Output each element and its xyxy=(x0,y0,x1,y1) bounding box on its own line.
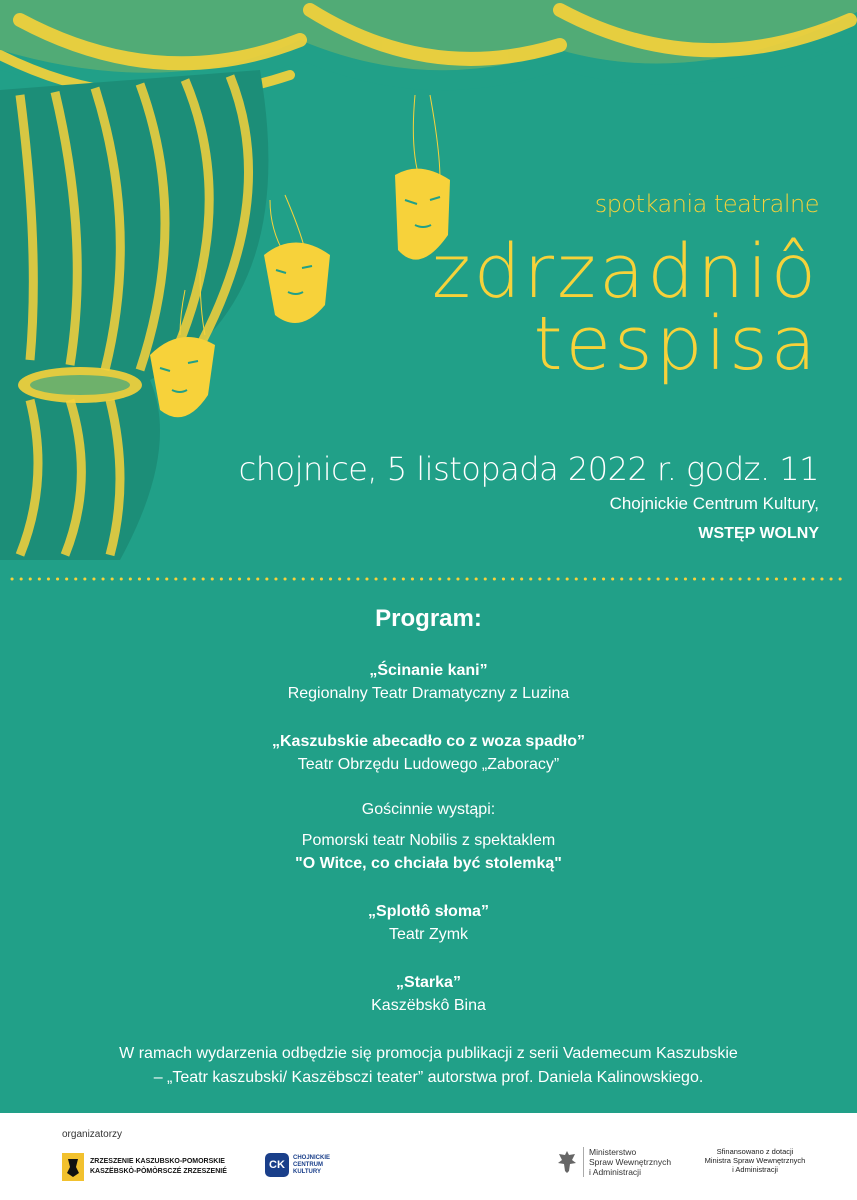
event-subtitle: spotkania teatralne xyxy=(594,190,819,218)
promotion-note-line2: – „Teatr kaszubski/ Kaszëbsczi teater” autorstwa prof. Daniela Kalinowskiego. xyxy=(153,1069,704,1086)
ck-line2: CENTRUM xyxy=(293,1161,323,1168)
footer-logos xyxy=(0,1113,857,1200)
eagle-icon xyxy=(556,1149,578,1175)
program-item xyxy=(0,659,857,705)
guest-title: "O Witce, co chciała być stolemką" xyxy=(295,855,562,872)
guest-performer: Pomorski teatr Nobilis z spektaklem xyxy=(301,832,556,849)
program-item-performer: Teatr Zymk xyxy=(388,926,469,943)
program-item-performer: Kaszëbskô Bina xyxy=(371,997,486,1014)
ck-mark: CK xyxy=(265,1153,289,1177)
program-heading: Program: xyxy=(375,605,482,632)
zkp-name-line2: KASZËBSKÒ-PÒMÒRSCZÉ ZRZESZENIÉ xyxy=(90,1168,227,1175)
event-date: chojnice, 5 listopada 2022 r. godz. 11 xyxy=(238,450,819,488)
program-item-title: „Ścinanie kani” xyxy=(369,662,488,679)
dotted-divider xyxy=(10,577,847,581)
program-item-performer: Teatr Obrzędu Ludowego „Zaboracy” xyxy=(297,756,560,773)
event-title-line1: zdrzadniô xyxy=(431,229,819,315)
promotion-note-line1: W ramach wydarzenia odbędzie się promocja publikacji z serii Vademecum Kaszubskie xyxy=(119,1045,738,1062)
entry-info: WSTĘP WOLNY xyxy=(698,525,819,542)
program-item-title: „Splotłô słoma” xyxy=(368,903,489,920)
guest-item xyxy=(0,829,857,875)
curtain-drape xyxy=(0,70,268,560)
program-section xyxy=(0,605,857,1042)
organizers-label: organizatorzy xyxy=(62,1129,123,1140)
promotion-note xyxy=(0,1042,857,1090)
program-item-title: „Starka” xyxy=(396,974,461,991)
ministry-line3: i Administracji xyxy=(589,1167,641,1177)
ck-line1: CHOJNICKIE xyxy=(293,1154,331,1161)
funding-note xyxy=(700,1147,810,1174)
griffin-icon xyxy=(62,1153,84,1181)
event-title-line2: tespisa xyxy=(533,301,819,387)
zkp-logo xyxy=(62,1153,227,1181)
event-title-block xyxy=(431,190,819,387)
zkp-name-line1: ZRZESZENIE KASZUBSKO-POMORSKIE xyxy=(90,1158,225,1165)
funding-line2: Ministra Spraw Wewnętrznych xyxy=(704,1156,806,1165)
ministry-line1: Ministerstwo xyxy=(589,1147,637,1157)
program-item xyxy=(0,730,857,776)
program-item-title: „Kaszubskie abecadło co z woza spadło” xyxy=(272,733,585,750)
funding-line3: i Administracji xyxy=(732,1165,778,1174)
funding-line1: Sfinansowano z dotacji xyxy=(716,1147,794,1156)
ministry-logo xyxy=(556,1147,671,1177)
event-venue: Chojnickie Centrum Kultury, xyxy=(609,494,819,513)
program-item xyxy=(0,971,857,1017)
guest-note: Gościnnie wystąpi: xyxy=(361,801,496,818)
program-item-performer: Regionalny Teatr Dramatyczny z Luzina xyxy=(287,685,570,702)
ck-line3: KULTURY xyxy=(293,1168,321,1175)
program-item xyxy=(0,900,857,946)
ministry-line2: Spraw Wewnętrznych xyxy=(589,1157,672,1167)
ck-logo xyxy=(265,1153,330,1177)
